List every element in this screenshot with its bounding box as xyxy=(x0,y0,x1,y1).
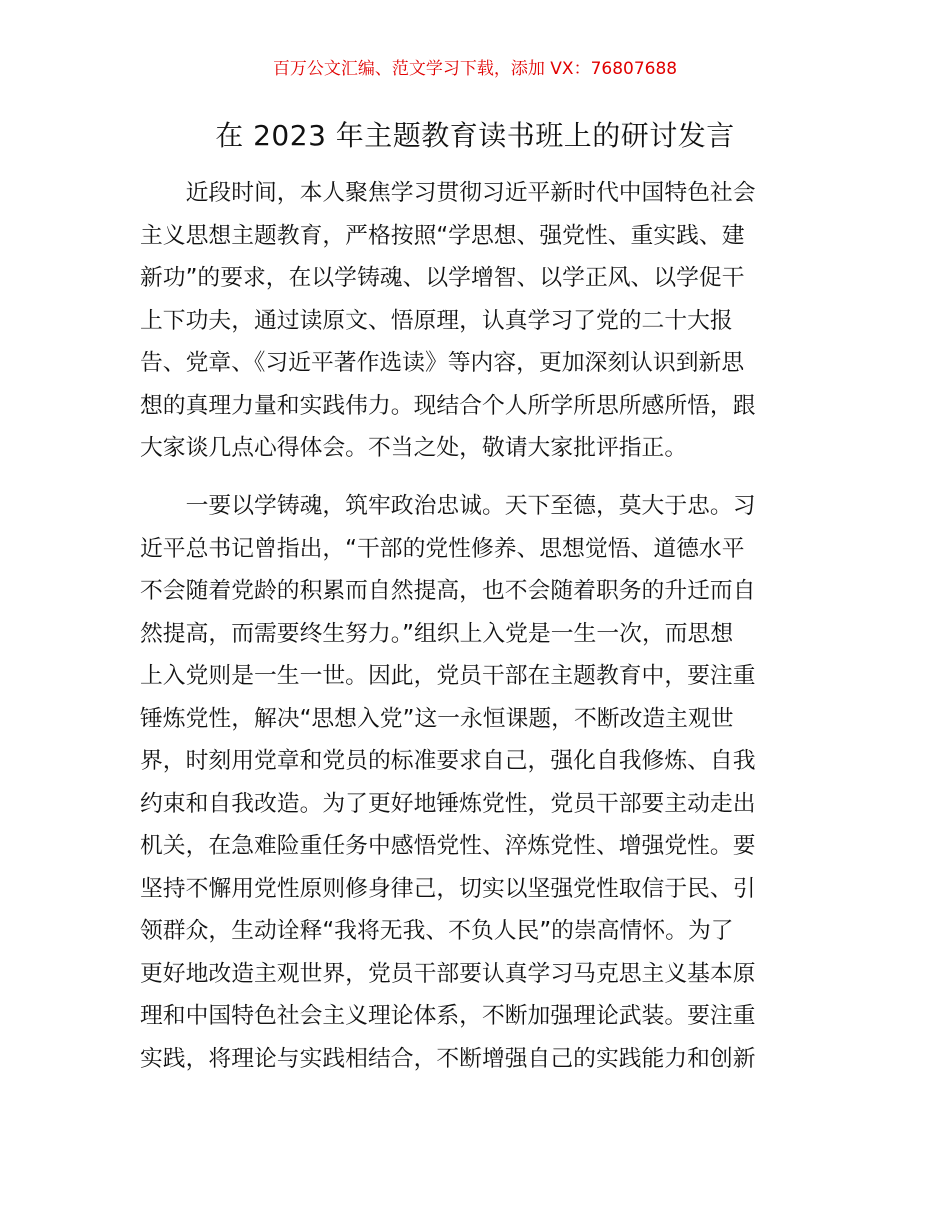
text-line: 想的真理力量和实践伟力。现结合个人所学所思所感所悟，跟 xyxy=(140,392,756,419)
paragraph-point-one xyxy=(140,485,820,1080)
text-line: 实践，将理论与实践相结合，不断增强自己的实践能力和创新 xyxy=(140,1045,756,1072)
text-line: 近平总书记曾指出，“干部的党性修养、思想觉悟、道德水平 xyxy=(140,535,745,562)
header-note: 百万公文汇编、范文学习下载，添加 VX：76807688 xyxy=(272,59,678,79)
text-line: 大家谈几点心得体会。不当之处，敬请大家批评指正。 xyxy=(140,435,688,461)
text-line: 然提高，而需要终生努力。”组织上入党是一生一次，而思想 xyxy=(140,620,734,647)
text-line: 一要以学铸魂，筑牢政治忠诚。天下至德，莫大于忠。习 xyxy=(140,493,756,519)
text-line: 新功”的要求，在以学铸魂、以学增智、以学正风、以学促干 xyxy=(140,265,745,291)
text-line: 上入党则是一生一世。因此，党员干部在主题教育中，要注重 xyxy=(140,663,756,689)
text-line: 上下功夫，通过读原文、悟原理，认真学习了党的二十大报 xyxy=(140,307,733,334)
text-line: 锤炼党性，解决“思想入党”这一永恒课题，不断改造主观世 xyxy=(140,705,734,732)
text-line: 近段时间，本人聚焦学习贯彻习近平新时代中国特色社会 xyxy=(140,180,756,206)
text-line: 主义思想主题教育，严格按照“学思想、强党性、重实践、建 xyxy=(140,222,745,249)
text-line: 机关，在急难险重任务中感悟党性、淬炼党性、增强党性。要 xyxy=(140,833,756,859)
text-line: 坚持不懈用党性原则修身律己，切实以坚强党性取信于民、引 xyxy=(140,875,756,902)
text-line: 告、党章、《习近平著作选读》等内容，更加深刻认识到新思 xyxy=(140,350,745,376)
text-line: 更好地改造主观世界，党员干部要认真学习马克思主义基本原 xyxy=(140,960,756,987)
text-line: 不会随着党龄的积累而自然提高，也不会随着职务的升迁而自 xyxy=(140,578,756,604)
text-line: 理和中国特色社会主义理论体系，不断加强理论武装。要注重 xyxy=(140,1003,756,1029)
paragraph-intro xyxy=(140,172,820,470)
text-line: 界，时刻用党章和党员的标准要求自己，强化自我修炼、自我 xyxy=(140,748,756,774)
document-title: 在 2023 年主题教育读书班上的研讨发言 xyxy=(215,119,735,152)
text-line: 领群众，生动诠释“我将无我、不负人民”的崇高情怀。为了 xyxy=(140,918,734,944)
text-line: 约束和自我改造。为了更好地锤炼党性，党员干部要主动走出 xyxy=(140,790,756,817)
